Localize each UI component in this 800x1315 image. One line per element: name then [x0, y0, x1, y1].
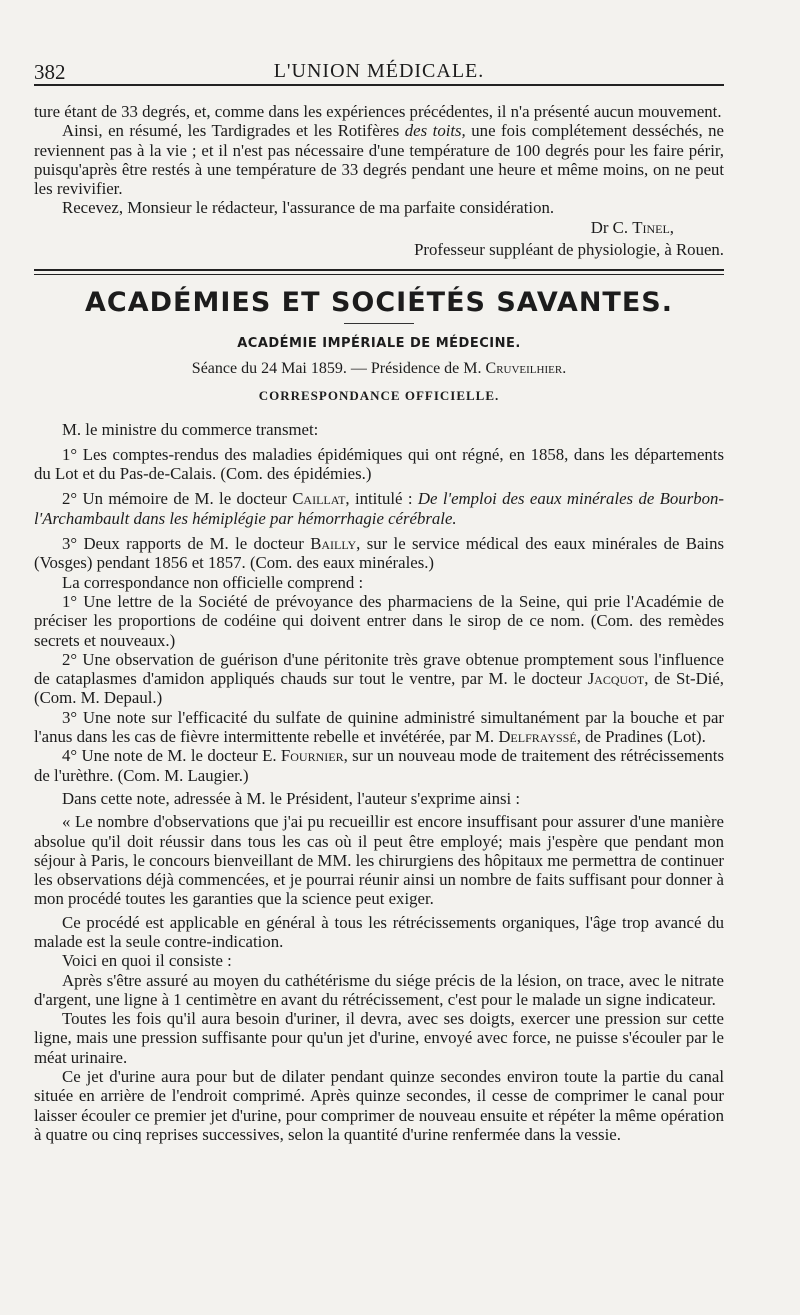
unofficial-item-3 [34, 708, 724, 747]
quote-paragraph-5: Toutes les fois qu'il aura besoin d'uriner, il devra, avec ses doigts, exercer une pression sur cette ligne, mais une pression suffisante pour qu'un jet d'urine, envoyé avec force, ne puisse s'écouler par le méat urinaire. [34, 1009, 724, 1067]
text-run: 4° Une note de M. le docteur E. [62, 746, 281, 766]
text-run: 2° Une observation de guérison d'une péritonite très grave obtenue promptement sous l'influence de cataplasmes d'amidon appliqués chauds sur tout le ventre, par M. le docteur [34, 649, 724, 689]
text-run: , de Pradines (Lot). [576, 727, 706, 747]
signature-name: Tinel [632, 217, 670, 237]
author-name: Jacquot [587, 669, 645, 689]
short-divider [344, 323, 414, 324]
academy-heading: ACADÉMIE IMPÉRIALE DE MÉDECINE. [237, 335, 521, 351]
seance-line [34, 359, 724, 378]
text-run: 2° Un mémoire de M. le docteur [62, 489, 293, 509]
correspondence-heading: CORRESPONDANCE OFFICIELLE. [258, 388, 500, 404]
author-name: Fournier [280, 746, 344, 766]
document-body [34, 102, 724, 1144]
italic-run: des toits, [404, 121, 466, 141]
signature-title: Professeur suppléant de physiologie, à Rouen. [414, 240, 724, 260]
text-run: , sur le service médical des eaux minérales de Bains (Vosges) pendant 1856 et 1857. (Com. des eaux minérales.) [34, 534, 724, 573]
signature [34, 218, 724, 237]
text-run: une fois complétement desséchés, ne reviennent pas à la vie ; et il n'est pas nécessaire d'une température de 100 degrés pour les faire périr, puisqu'après être restés à une température de 33 degrés pendant une heure et même moins, on ne peut les revivifier. [34, 121, 725, 199]
running-header [34, 44, 724, 86]
quote-paragraph-6: Ce jet d'urine aura pour but de dilater pendant quinze secondes environ toute la partie du canal située en arrière de l'endroit comprimé. Après quinze secondes, il cesse de comprimer le canal pour laisser écouler ce premier jet d'urine, pour comprimer de nouveau ensuite et répéter la même opération à quatre ou cinq reprises successives, selon la quantité d'urine renfermée dans la vessie. [34, 1067, 724, 1144]
text-run: 3° Une note sur l'efficacité du sulfate de quinine administré simultanément par la bouche et par l'anus dans les cas de fièvre intermittente rebelle et invétérée, par M. [34, 707, 724, 747]
author-name: Delfrayssé [498, 727, 577, 747]
text-run: , intitulé : [345, 489, 418, 509]
section-divider [34, 269, 724, 275]
letter-closing: Recevez, Monsieur le rédacteur, l'assurance de ma parfaite considération. [62, 198, 555, 218]
text-run: Dr C. [590, 217, 633, 237]
quote-paragraph-4: Après s'être assuré au moyen du cathétérisme du siége précis de la lésion, on trace, avec le nitrate d'argent, une ligne à 1 centimètre en avant du rétrécissement, c'est pour le malade un signe indicateur. [34, 970, 724, 1009]
text-run: 3° Deux rapports de M. le docteur [62, 534, 311, 554]
unofficial-item-2 [34, 650, 724, 708]
italic-run: De l'emploi des eaux minérales de Bourbon-l'Archambault dans les hémiplégie par hémorrhagie cérébrale. [34, 489, 724, 528]
text-run: , de St-Dié, (Com. M. Depaul.) [34, 669, 724, 708]
note-intro: Dans cette note, adressée à M. le Président, l'auteur s'exprime ainsi : [62, 788, 521, 808]
text-run: , sur un nouveau mode de traitement des rétrécissements de l'urèthre. (Com. M. Laugier.) [34, 746, 724, 785]
quote-paragraph-1: « Le nombre d'observations que j'ai pu recueillir est encore insuffisant pour assurer d'une manière absolue qu'il doit réussir dans tous les cas où il peut être employé; mais j'espère que pendant mon séjour à Paris, le concours bienveillant de MM. les chirurgiens des hôpitaux me permettra de continuer les observations déjà commencées, et je pourrai réunir ainsi un nombre de faits suffisant pour donner à mon procédé toutes les garanties que la science peut exiger. [34, 812, 724, 909]
unofficial-item-4 [34, 746, 724, 785]
unofficial-item-1: 1° Une lettre de la Société de prévoyance des pharmaciens de la Seine, qui prie l'Académie de préciser les proportions de codéine qui doivent entrer dans le sirop de ce nom. (Com. des remèdes secrets et nouveaux.) [34, 591, 724, 650]
author-name: Bailly [310, 534, 357, 554]
official-intro: M. le ministre du commerce transmet: [62, 419, 319, 439]
page-number: 382 [34, 60, 66, 84]
running-title: L'UNION MÉDICALE. [273, 60, 485, 82]
president-name: Cruveilhier [485, 359, 563, 377]
section-title: ACADÉMIES ET SOCIÉTÉS SAVANTES. [85, 287, 673, 319]
letter-paragraph-1: ture étant de 33 degrés, et, comme dans les expériences précédentes, il n'a présenté aucun mouvement. [34, 102, 722, 121]
text-run: , [669, 217, 674, 237]
official-item-1: 1° Les comptes-rendus des maladies épidémiques qui ont régné, en 1858, dans les départements du Lot et du Pas-de-Calais. (Com. des épidémies.) [34, 444, 724, 484]
letter-paragraph-2 [34, 121, 724, 198]
text-run: Séance du 24 Mai 1859. — Présidence de M. [191, 359, 486, 377]
text-run: Ainsi, en résumé, les Tardigrades et les Rotifères [62, 121, 405, 141]
official-item-3 [34, 534, 724, 573]
quote-paragraph-3: Voici en quoi il consiste : [62, 951, 232, 971]
document-page [34, 44, 724, 1144]
author-name: Caillat [292, 489, 346, 509]
official-item-2 [34, 489, 724, 528]
text-run: . [562, 359, 567, 377]
quote-paragraph-2: Ce procédé est applicable en général à tous les rétrécissements organiques, l'âge trop avancé du malade est la seule contre-indication. [34, 912, 724, 951]
unofficial-intro: La correspondance non officielle comprend : [62, 572, 364, 592]
